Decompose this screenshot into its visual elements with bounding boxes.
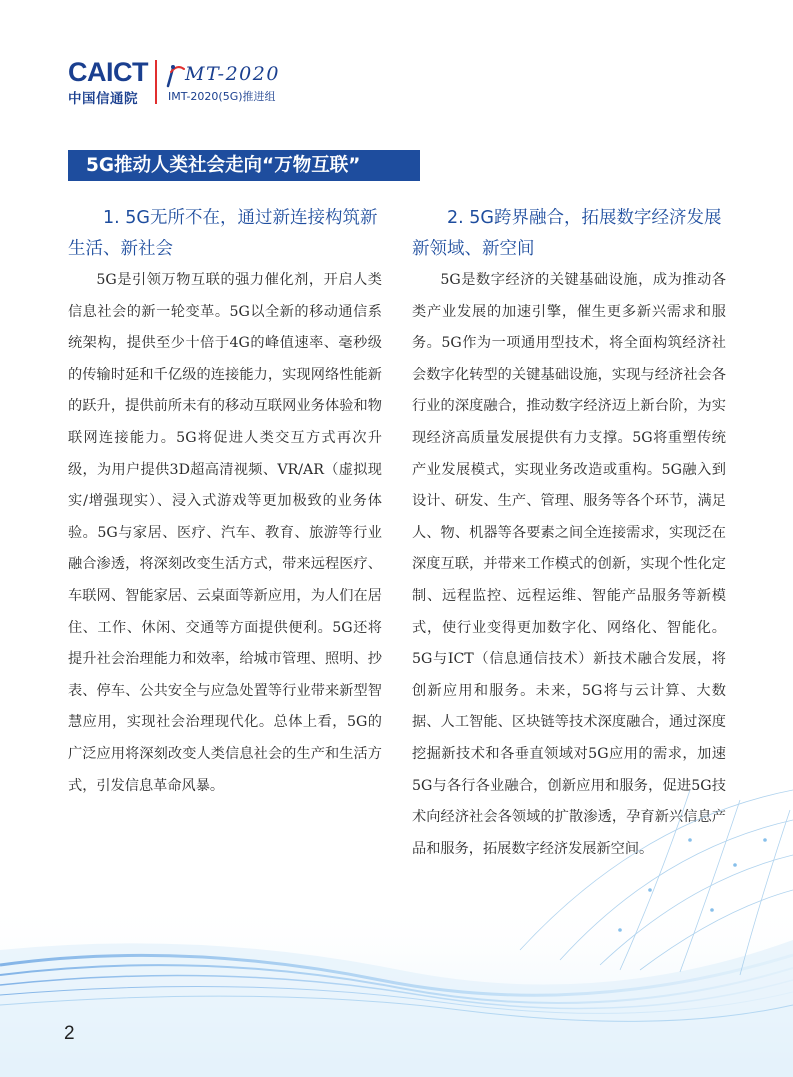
background-wave-decoration: [0, 780, 793, 1077]
left-body: 5G是引领万物互联的强力催化剂，开启人类信息社会的新一轮变革。5G以全新的移动通信系统架构，提供至少十倍于4G的峰值速率、毫秒级的传输时延和千亿级的连接能力，实现网络性能新的跃升，提供前所未有的移动互联网业务体验和物联网连接能力。5G将促进人类交互方式再次升级，为用户提供3D超高清视频、VR/AR（虚拟现实/增强现实）、浸入式游戏等更加极致的业务体验。5G与家居、医疗、汽车、教育、旅游等行业融合渗透，将深刻改变生活方式，带来远程医疗、车联网、智能家居、云桌面等新应用，为人们在居住、工作、休闲、交通等方面提供便利。5G还将提升社会治理能力和效率，给城市管理、照明、抄表、停车、公共安全与应急处置等行业带来新型智慧应用，实现社会治理现代化。总体上看，5G的广泛应用将深刻改变人类信息社会的生产和生活方式，引发信息革命风暴。: [68, 272, 382, 794]
logo-divider: [155, 60, 157, 104]
right-heading: 2. 5G跨界融合，拓展数字经济发展新领域、新空间: [412, 208, 722, 259]
right-body: 5G是数字经济的关键基础设施，成为推动各类产业发展的加速引擎，催生更多新兴需求和服务。5G作为一项通用型技术，将全面构筑经济社会数字化转型的关键基础设施，实现与经济社会各行业的深度融合，推动数字经济迈上新台阶，为实现经济高质量发展提供有力支撑。5G将重塑传统产业发展模式，实现业务改造或重构。5G融入到设计、研发、生产、管理、服务等各个环节，满足人、物、机器等各要素之间全连接需求，实现泛在深度互联，并带来工作模式的创新，实现个性化定制、远程监控、远程运维、智能产品服务等新模式，使行业变得更加数字化、网络化、智能化。5G与ICT（信息通信技术）新技术融合发展，将创新应用和服务。未来，5G将与云计算、大数据、人工智能、区块链等技术深度融合，通过深度挖掘新技术和各垂直领域对5G应用的需求，加速5G与各行各业融合，创新应用和服务，促进5G技术向经济社会各领域的扩散渗透，孕育新兴信息产品和服务，拓展数字经济发展新空间。: [412, 272, 726, 857]
left-column: [68, 203, 382, 802]
imt-logo-icon: [165, 64, 187, 88]
left-heading: 1. 5G无所不在，通过新连接构筑新生活、新社会: [68, 208, 378, 259]
section-title: 5G推动人类社会走向“万物互联”: [86, 155, 361, 176]
section-title-bar: [68, 150, 420, 181]
right-column: [412, 203, 726, 865]
page-number: 2: [64, 1023, 75, 1044]
caict-logo: CAICT: [68, 57, 148, 87]
imt-logo-title: MT-2020: [185, 63, 280, 85]
caict-logo-cn: 中国信通院: [68, 91, 138, 107]
imt-logo-subtitle: IMT-2020(5G)推进组: [168, 90, 276, 103]
